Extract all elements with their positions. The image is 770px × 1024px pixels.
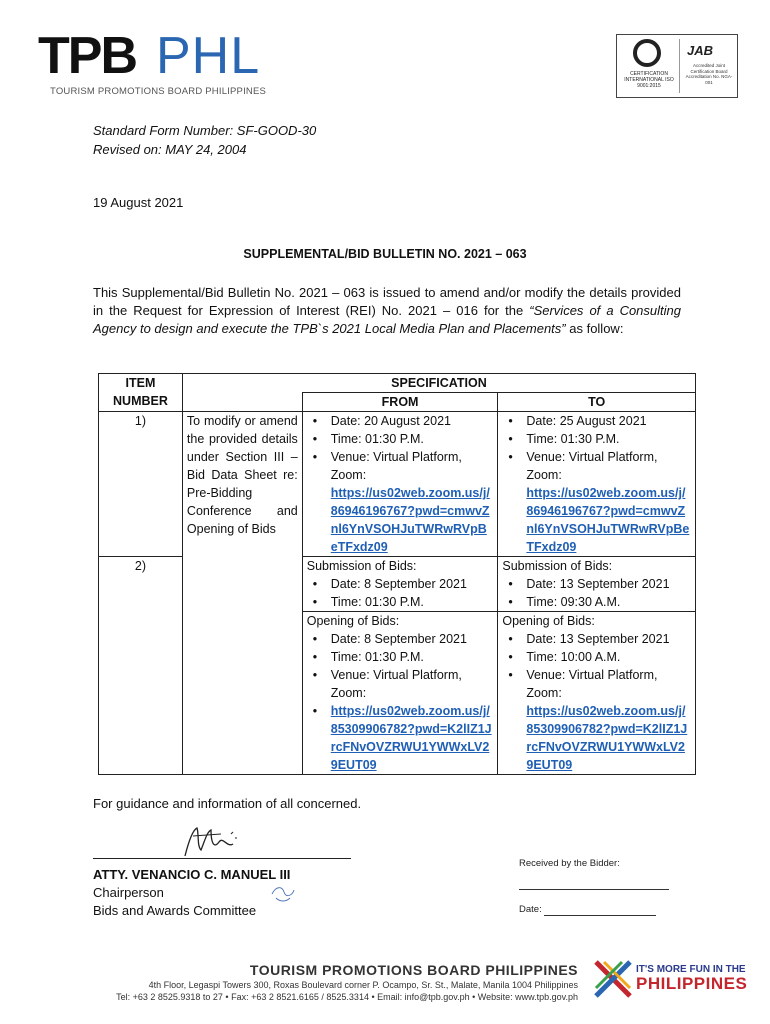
intro-paragraph [93,284,681,338]
signer-committee: Bids and Awards Committee [93,903,257,918]
receipt-date-label: Date: [519,904,542,915]
slogan-bottom-text: PHILIPPINES [636,974,748,993]
list-item: • Time: 10:00 A.M. [502,648,691,666]
bulletin-title: SUPPLEMENTAL/BID BULLETIN NO. 2021 – 063 [243,247,527,261]
from-cell [302,557,498,775]
list-item [307,702,494,774]
list-item: • Time: 01:30 P.M. [307,648,494,666]
certification-ring-icon [633,39,661,67]
standard-form-number: Standard Form Number: SF-GOOD-30 [93,123,317,138]
project-title: “Services of a Consulting Agency to design and execute the TPB`s 2021 Local Media Plan and Placements” [93,303,681,336]
document-date: 19 August 2021 [93,195,184,210]
receipt-date [519,904,656,916]
signer-name: ATTY. VENANCIO C. MANUEL III [93,867,291,882]
phl-logo-text: PHL [156,27,261,85]
zoom-link[interactable]: https://us02web.zoom.us/j/85309906782?pwd=K2lIZ1JrcFNvOVZRWU1YWWxLV29EUT09 [526,704,688,772]
intro-text: This Supplemental/Bid Bulletin No. 2021 – 063 is issued to amend and/or modify the details provided in the Request for Expression of Interest (REI) No. 2021 – 016 for the [93,285,681,318]
footer-org: TOURISM PROMOTIONS BOARD PHILIPPINES [249,962,578,978]
list-item [502,666,691,774]
from-cell [302,412,498,557]
list-item: • Date: 8 September 2021 [307,630,494,648]
col-to: TO [498,393,696,412]
signature [93,820,353,860]
list-item: • Date: 8 September 2021 [307,575,494,593]
jab-mark: JAB [687,43,714,58]
signer-block [93,866,290,920]
list-item: • Venue: Virtual Platform, Zoom: [307,666,494,702]
received-by-label: Received by the Bidder: [519,858,620,869]
col-from: FROM [302,393,498,412]
list-item [307,448,494,556]
slogan-top: IT'S MORE FUN IN THE [636,964,746,975]
specification-table [98,373,696,775]
table-row [99,412,696,557]
submission-label: Submission of Bids: [306,559,417,573]
footer [0,956,770,1016]
slogan-bottom [636,974,747,994]
accreditation-text: Accredited Joint Certification Board Accreditation No. NGA-001 [685,63,733,85]
table-subheader-row [99,393,696,412]
received-signature-line [519,889,669,890]
col-specification: SPECIFICATION [182,374,695,393]
revised-on: Revised on: MAY 24, 2004 [93,142,247,157]
list-item: • Date: 13 September 2021 [502,575,691,593]
list-item: • Time: 09:30 A.M. [502,593,691,611]
signature-line [93,858,351,859]
tpb-logo-mark: TPB [38,27,136,85]
item-description: To modify or amend the provided details under Section III – Bid Data Sheet re: Pre-Bidding Conference and Opening of Bids [182,412,302,775]
tpb-phl-logo [38,27,278,100]
table-header-row [99,374,696,393]
zoom-link[interactable]: https://us02web.zoom.us/j/86946196767?pwd=cmwvZnl6YnVSOHJuTWRwRVpBeTFxdz09 [330,486,490,554]
certification-badge [616,34,738,98]
venue-text: Venue: Virtual Platform, Zoom: [526,450,658,482]
letterhead [0,0,770,110]
guidance-text: For guidance and information of all concerned. [93,796,362,811]
footer-contact: Tel: +63 2 8525.9318 to 27 • Fax: +63 2 8521.6165 / 8525.3314 • Email: info@tpb.gov.ph • Website: www.tpb.gov.ph [116,992,578,1002]
venue-text: Venue: Virtual Platform, Zoom: [330,450,462,482]
list-item: • Time: 01:30 P.M. [502,430,691,448]
list-item: • Time: 01:30 P.M. [307,593,494,611]
initials-mark [268,880,298,906]
item-number: 1) [99,412,183,557]
list-item: • Date: 20 August 2021 [307,412,494,430]
intro-tail: as follow: [565,321,624,336]
certification-divider [679,39,680,93]
submission-label: Submission of Bids: [502,559,613,573]
venue-text: Venue: Virtual Platform, Zoom: [526,668,658,700]
footer-address: 4th Floor, Legaspi Towers 300, Roxas Boulevard corner P. Ocampo, Sr. St., Malate, Manila 1004 Philippines [148,980,578,990]
list-item: • Date: 25 August 2021 [502,412,691,430]
to-cell [498,412,696,557]
opening-label: Opening of Bids: [303,611,498,630]
its-more-fun-logo [588,956,748,1004]
signer-role: Chairperson [93,885,164,900]
zoom-link[interactable]: https://us02web.zoom.us/j/86946196767?pwd=cmwvZnl6YnVSOHJuTWRwRVpBeTFxdz09 [526,486,690,554]
list-item: • Date: 13 September 2021 [502,630,691,648]
list-item [502,448,691,556]
col-item-number: ITEM NUMBER [99,374,183,412]
logo-subtitle: TOURISM PROMOTIONS BOARD PHILIPPINES [50,86,267,97]
receipt-date-line [544,906,656,916]
weave-x-icon [592,958,634,1000]
opening-label: Opening of Bids: [498,611,695,630]
blank-header-cell [182,393,302,412]
list-item: • Time: 01:30 P.M. [307,430,494,448]
certification-text: CERTIFICATION INTERNATIONAL ISO 9001:2015 [624,71,674,89]
to-cell [498,557,696,775]
zoom-link[interactable]: https://us02web.zoom.us/j/85309906782?pwd=K2lIZ1JrcFNvOVZRWU1YWWxLV29EUT09 [330,704,492,772]
item-number: 2) [99,557,183,775]
